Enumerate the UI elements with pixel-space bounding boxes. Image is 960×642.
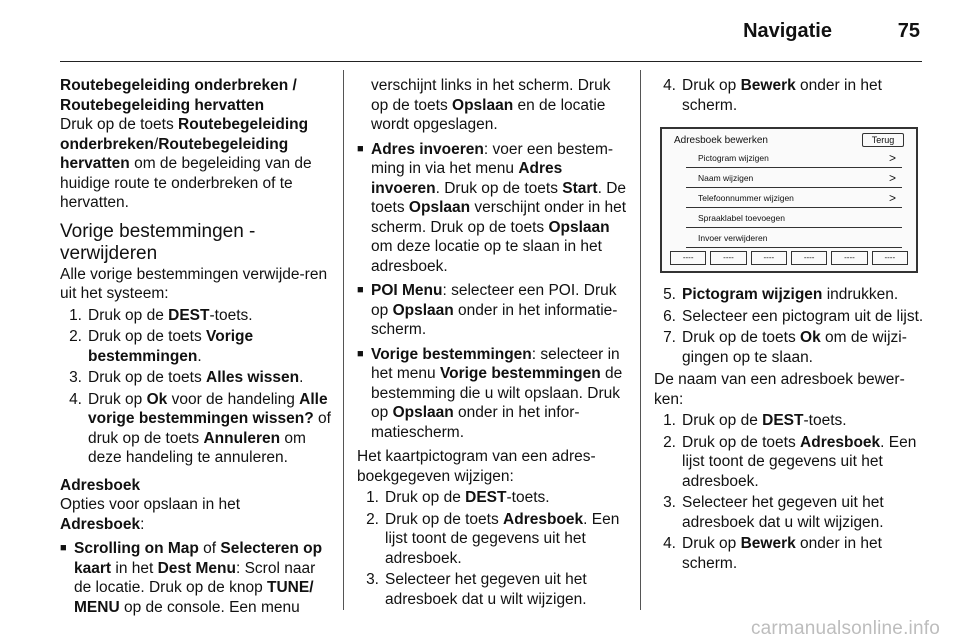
chevron-right-icon: > [888, 151, 896, 165]
screen-tab: ---- [872, 251, 908, 265]
list-item: 5. Pictogram wijzigen indrukken. [663, 286, 899, 303]
list-item: 4. Druk op Ok voor de handeling Alle vorige bestemmingen wissen? of druk op de toets Annuleren om deze handeling te annuleren. [69, 390, 331, 466]
list-item: 1. Druk op de DEST-toets. [69, 306, 253, 324]
paragraph-name-edit: De naam van een adresboek bewer-ken: [654, 371, 905, 408]
screen-tab: ---- [751, 251, 787, 265]
page-header [60, 18, 922, 62]
page-title: Navigatie [743, 20, 832, 42]
steps-list [60, 306, 332, 468]
list-item: 2. Druk op de toets Vorige bestemmingen. [69, 328, 254, 365]
back-button: Terug [862, 133, 904, 147]
list-item: 7. Druk op de toets Ok om de wijzi-gingen op te slaan. [663, 329, 907, 366]
column-left [60, 76, 332, 617]
list-item: 4. Druk op Bewerk onder in het scherm. [663, 535, 882, 572]
paragraph-icon-change: Het kaartpictogram van een adres-boekgegeven wijzigen: [357, 448, 596, 485]
menu-item: Pictogram wijzigen > [686, 151, 902, 168]
list-item: 3. Selecteer het gegeven uit het adresboek dat u wilt wijzigen. [663, 494, 884, 531]
heading-addressbook: Adresboek [60, 476, 141, 494]
steps-list [654, 285, 924, 367]
list-item: 1. Druk op de DEST-toets. [366, 489, 550, 506]
list-item: 6. Selecteer een pictogram uit de lijst. [663, 307, 924, 325]
menu-item: Telefoonnummer wijzigen > [686, 191, 902, 208]
paragraph-previous-destinations: Alle vorige bestemmingen verwijde-ren uit het systeem: [60, 265, 328, 302]
page-number: 75 [897, 20, 920, 42]
paragraph-addressbook: Opties voor opslaan in het [60, 496, 241, 513]
screen-tab: ---- [670, 251, 706, 265]
list-item: 3. Selecteer het gegeven uit het adresboek dat u wilt wijzigen. [366, 571, 587, 608]
menu-item: Invoer verwijderen [686, 231, 902, 248]
column-right [654, 76, 924, 573]
column-divider [640, 70, 641, 610]
paragraph-continued: verschijnt links in het scherm. Druk op de toets Opslaan en de locatie wordt opgeslagen. [371, 77, 611, 133]
screen-tabs [670, 251, 908, 265]
bullet-item: ■ Scrolling on Map of Selecteren op kaart in het Dest Menu: Scrol naar de locatie. Druk op de knop TUNE/ MENU op de console. Een menu [60, 540, 323, 616]
steps-list [357, 488, 627, 609]
menu-item: Spraaklabel toevoegen [686, 211, 902, 228]
list-item: 1. Druk op de DEST-toets. [663, 412, 847, 429]
column-divider [343, 70, 344, 610]
heading-stop-route: Routebegeleiding onderbreken / Routebegeleiding hervatten [60, 77, 297, 114]
paragraph-stop-route: Druk op de toets Routebegeleiding onderbreken/Routebegeleiding hervatten om de begeleiding van de huidige route te onderbreken of te hervatten. [60, 116, 312, 211]
screen-tab: ---- [831, 251, 867, 265]
menu-item: Naam wijzigen > [686, 171, 902, 188]
steps-list [654, 411, 924, 573]
bullet-item: ■ Vorige bestemmingen: selecteer in het menu Vorige bestemmingen de bestemming die u wilt opslaan. Druk op Opslaan onder in het infor-matiescherm. [357, 345, 623, 441]
watermark: carmanualsonline.info [750, 617, 940, 639]
bullet-item: ■ Adres invoeren: voer een bestem-ming in via het menu Adres invoeren. Druk op de toets Start. De toets Opslaan verschijnt onder in het scherm. Druk op de toets Opslaan om deze locatie op te slaan in het adresboek. [357, 140, 627, 275]
list-item: 2. Druk op de toets Adresboek. Een lijst toont de gegevens uit het adresboek. [663, 433, 917, 490]
chevron-right-icon: > [888, 191, 896, 205]
list-item: 4. Druk op Bewerk onder in het scherm. [663, 77, 882, 114]
screen-illustration [660, 127, 918, 273]
list-item: 2. Druk op de toets Adresboek. Een lijst toont de gegevens uit het adresboek. [366, 510, 620, 567]
paragraph-addressbook-b: Adresboek: [60, 515, 145, 533]
screen-tab: ---- [791, 251, 827, 265]
heading-previous-destinations: Vorige bestemmingen - verwijderen [60, 220, 256, 264]
list-item: 3. Druk op de toets Alles wissen. [69, 369, 304, 386]
screen-title: Adresboek bewerken [674, 135, 768, 146]
bullet-item: ■ POI Menu: selecteer een POI. Druk op Opslaan onder in het informatie-scherm. [357, 282, 618, 338]
screen-tab: ---- [710, 251, 746, 265]
chevron-right-icon: > [888, 171, 896, 185]
column-middle [357, 76, 627, 609]
